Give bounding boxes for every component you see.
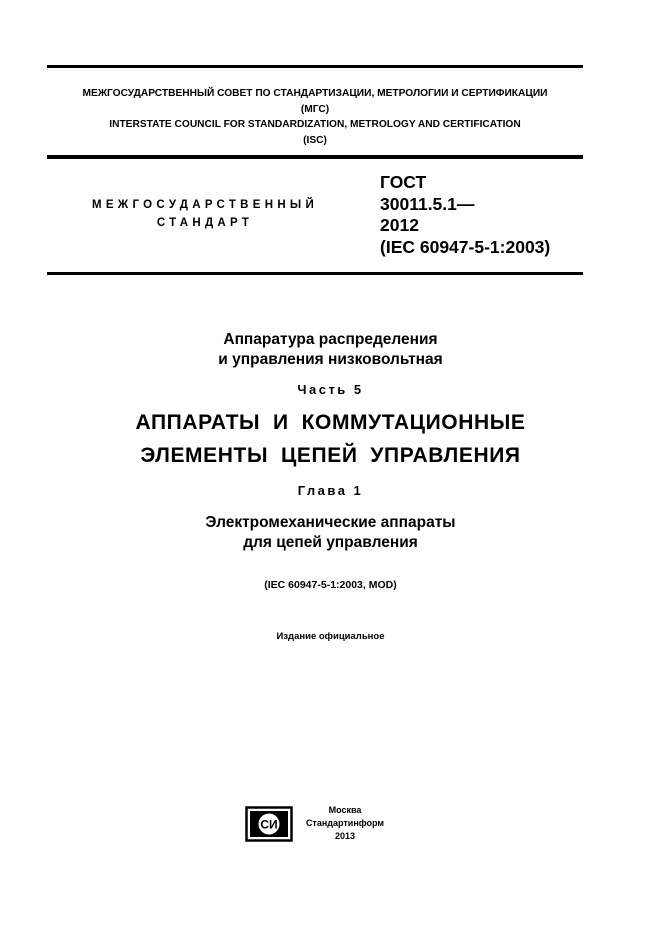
council-en-abbr: (ISC) — [303, 134, 327, 146]
top-rule — [47, 65, 583, 68]
svg-text:СИ: СИ — [260, 817, 278, 832]
subtitle — [0, 513, 661, 553]
edition-text: Издание официальное — [276, 631, 385, 642]
council-ru: МЕЖГОСУДАРСТВЕННЫЙ СОВЕТ ПО СТАНДАРТИЗАЦИИ, МЕТРОЛОГИИ И СЕРТИФИКАЦИИ — [82, 88, 548, 99]
document-title — [0, 330, 661, 370]
part-text: Часть 5 — [297, 382, 364, 397]
publisher-name: Стандартинформ — [305, 818, 385, 828]
main-title-line2: ЭЛЕМЕНТЫ ЦЕПЕЙ УПРАВЛЕНИЯ — [140, 444, 521, 467]
standard-type — [60, 196, 350, 232]
council-en: INTERSTATE COUNCIL FOR STANDARDIZATION, METROLOGY AND CERTIFICATION — [109, 119, 521, 130]
publisher-city: Москва — [328, 805, 362, 815]
council-ru-abbr: (МГС) — [300, 103, 330, 115]
chapter-label — [0, 483, 661, 498]
standard-type-line1: МЕЖГОСУДАРСТВЕННЫЙ — [91, 199, 319, 211]
iec-reference — [0, 579, 661, 591]
document-title-line1: Аппаратура распределения — [223, 331, 438, 348]
subtitle-line2: для цепей управления — [243, 534, 418, 551]
standartinform-logo-icon — [245, 806, 293, 842]
subtitle-line1: Электромеханические аппараты — [205, 514, 456, 531]
standard-code-line1: ГОСТ — [380, 172, 427, 192]
edition-note — [0, 631, 661, 642]
middle-rule — [47, 155, 583, 159]
publisher-year: 2013 — [334, 831, 356, 841]
standard-code-line2: 30011.5.1— — [380, 193, 475, 214]
standard-type-line2: СТАНДАРТ — [156, 217, 254, 229]
standard-code — [380, 172, 550, 258]
standard-code-line4: (IEC 60947-5-1:2003) — [380, 236, 551, 257]
publisher-info — [290, 804, 400, 843]
part-label — [0, 382, 661, 397]
document-title-line2: и управления низковольтная — [218, 351, 443, 368]
main-title — [0, 406, 661, 472]
main-title-line1: АППАРАТЫ И КОММУТАЦИОННЫЕ — [135, 411, 526, 434]
council-header — [47, 86, 583, 148]
iec-reference-text: (IEC 60947-5-1:2003, MOD) — [264, 579, 397, 591]
bottom-rule — [47, 272, 583, 275]
chapter-text: Глава 1 — [297, 483, 364, 498]
standard-code-line3: 2012 — [380, 215, 419, 235]
